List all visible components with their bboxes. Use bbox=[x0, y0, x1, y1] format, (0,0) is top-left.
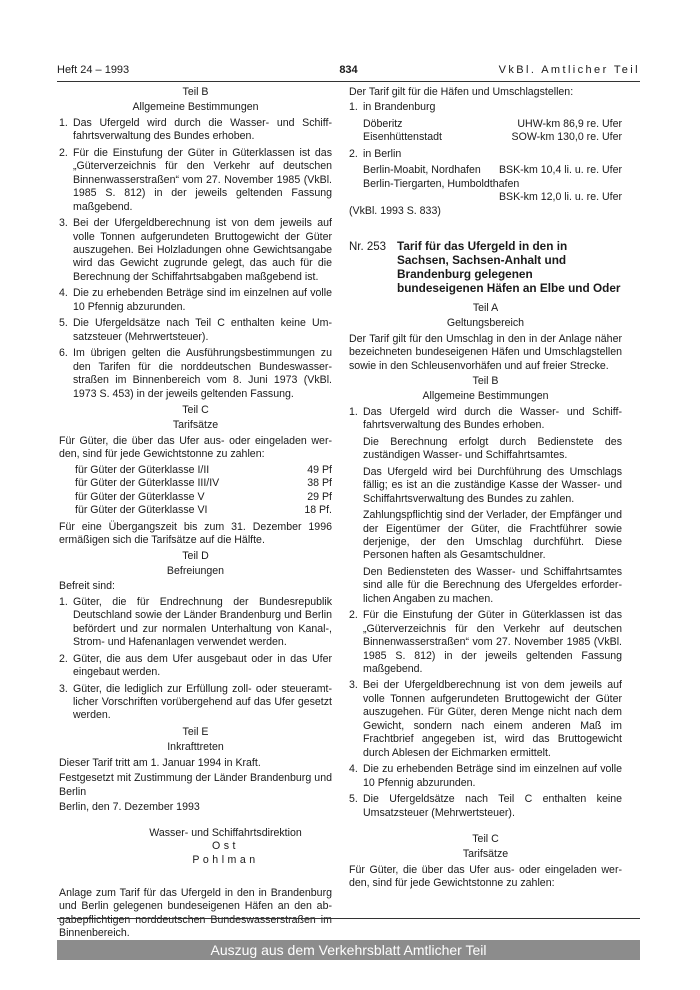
section-subheading: Geltungsbereich bbox=[446, 317, 525, 330]
section-subheading: Befreiungen bbox=[166, 564, 225, 577]
announcement-heading: Tarif für das Ufergeld in den in Sachsen, Sachsen-Anhalt und Brandenburg gelegenen bundeseigenen Häfen an Elbe und Oder bbox=[397, 239, 621, 295]
list-item: 4. Die zu erhebenden Beträge sind im einzelnen auf volle 10 Pfennig abzurunden. bbox=[349, 763, 622, 789]
section-heading: Teil C bbox=[472, 833, 499, 846]
footer-divider bbox=[57, 918, 640, 919]
list-item: 1. Das Ufergeld wird durch die Wasser- und Schifffahrtsverwaltung des Bundes erhoben. bbox=[349, 405, 622, 432]
location-place: Berlin-Tiergarten, Humboldthafen bbox=[363, 177, 520, 190]
list-item: 6. Im übrigen gelten die Ausführungsbestimmungen zu den Tarifen für die norddeutschen Bundeswasserstraßen im Binnenbereich vom 8. Juni 1973 (VkBl. 1973 S. 453) in der jeweils geltenden Fassung. bbox=[59, 347, 332, 400]
page-number: 834 bbox=[339, 64, 358, 76]
page-header bbox=[57, 64, 640, 80]
list-subparagraph: Den Bediensteten des Wasser- und Schiffahrtsamtes sind alle für die Berechnung des Ufergeldes erforderlichen Angaben zu machen. bbox=[363, 565, 622, 605]
section-subheading: Tarifsätze bbox=[172, 419, 219, 432]
list-item: 2. Für die Einstufung der Güter in Güterklassen ist das „Güterverzeichnis für den Verkehr auf deutschen Binnenwasserstraßen“ vom 27. November 1985 (VkBl. 1985 S. 812) in der jeweils geltenden Fassung maßgebend. bbox=[59, 146, 332, 213]
paragraph: Dieser Tarif tritt am 1. Januar 1994 in Kraft. bbox=[59, 756, 261, 769]
section-heading: Teil E bbox=[182, 725, 209, 738]
paragraph: Für eine Übergangszeit bis zum 31. Dezember 1996 ermäßigen sich die Tarifsätze auf die Hälfte. bbox=[59, 520, 332, 547]
numbered-list bbox=[59, 117, 332, 401]
location-km: BSK-km 12,0 li. u. re. Ufer bbox=[498, 191, 622, 204]
section-subheading: Allgemeine Bestimmungen bbox=[422, 390, 549, 403]
section-heading: Teil D bbox=[182, 549, 209, 562]
list-item: 2. Für die Einstufung der Güter in Güterklassen ist das „Güterverzeichnis für den Verkehr auf deutschen Binnenwasserstraßen“ vom 27. November 1985 (VkBl. 1985 S. 812) in der jeweils geltenden Fassung maßgebend. bbox=[349, 609, 622, 676]
paragraph: Der Tarif gilt für die Häfen und Umschlagstellen: bbox=[349, 86, 574, 98]
list-subparagraph: Zahlungspflichtig sind der Verlader, der Empfänger und der Eigentümer der Güter, die Frachtführer sowie derjenige, der den Umschlag durchführt. Diese Personen haften als Gesamtschuldner. bbox=[363, 509, 622, 562]
paragraph: Berlin, den 7. Dezember 1993 bbox=[59, 801, 200, 814]
section-subheading: Tarifsätze bbox=[462, 848, 509, 861]
header-divider bbox=[57, 81, 640, 82]
list-item: 1. Güter, die für Endrechnung der Bundesrepublik Deutschland sowie der Länder Brandenburg und Berlin befördert und zur normalen Unterhaltung von Kanal-, Strom- und Hafenanlagen verwendet werden. bbox=[59, 595, 332, 649]
rate-row: für Güter der Güterklasse III/IV 38 Pf bbox=[75, 477, 332, 490]
location-row: Berlin-Moabit, Nordhafen BSK-km 10,4 li. u. re. Ufer bbox=[363, 164, 622, 177]
paragraph: Der Tarif gilt für den Umschlag in den in der Anlage näher bezeichneten bundeseigenen Häfen und Umschlagstellen sowie in den Schleusenvorhäfen und auf freier Strecke. bbox=[349, 332, 622, 372]
rate-row: für Güter der Güterklasse VI 18 Pf. bbox=[75, 504, 332, 517]
list-item: 2. Güter, die aus dem Ufer ausgebaut oder in das Ufer eingebaut werden. bbox=[59, 652, 332, 679]
paragraph: Festgesetzt mit Zustimmung der Länder Brandenburg und Berlin bbox=[59, 772, 332, 798]
section-heading: Teil C bbox=[182, 403, 209, 416]
list-item: 3. Bei der Ufergeldberechnung ist von dem jeweils auf volle Tonnen aufgerundeten Bruttogewicht der Güter auszugehen. Für Güter, deren Menge nicht nach dem Gewicht, sondern nach einem anderen Maß im Frachtbrief angegeben ist, wird das Bruttogewicht durch Ablesen der Eichmarken ermittelt. bbox=[349, 679, 622, 759]
list-item: 3. Güter, die lediglich zur Erfüllung zoll- oder steueramtlicher Vorschriften vorübergehend auf das Ufer gesetzt werden. bbox=[59, 682, 332, 722]
section-heading: Teil B bbox=[472, 374, 499, 387]
paragraph: Für Güter, die über das Ufer aus- oder eingeladen werden, sind für jede Gewichtstonne zu zahlen: bbox=[349, 863, 622, 890]
list-item: 5. Die Ufergeldsätze nach Teil C enthalten keine Umsatzsteuer (Mehrwertsteuer). bbox=[59, 317, 332, 343]
paragraph: Befreit sind: bbox=[59, 580, 115, 593]
reference: (VkBl. 1993 S. 833) bbox=[349, 204, 441, 217]
list-subparagraph: Das Ufergeld wird bei Durchführung des Umschlags fällig; es ist an die zuständige Kasse der Wasser- und Schiffahrtsverwaltung des Bundes zu zahlen. bbox=[363, 465, 622, 505]
section-heading: Teil B bbox=[182, 86, 209, 98]
numbered-list bbox=[349, 406, 622, 820]
list-item: 5. Die Ufergeldsätze nach Teil C enthalten keine Umsatzsteuer (Mehrwertsteuer). bbox=[349, 793, 622, 819]
announcement-number: Nr. 253 bbox=[349, 241, 387, 254]
announcement-title bbox=[349, 240, 622, 296]
list-item: 1. in Brandenburg bbox=[349, 101, 436, 114]
section-heading: Teil A bbox=[472, 301, 499, 314]
location-row: Eisenhüttenstadt SOW-km 130,0 re. Ufer bbox=[363, 131, 622, 144]
list-item: 3. Bei der Ufergeldberechnung ist von dem jeweils auf volle Tonnen aufgerundeten Bruttogewicht der Güter auszugehen. Bei Holzladungen ohne Gewichtsangabe wird das Gewicht zugrunde gelegt, das auch für die Berechnung der Schiffahrtsabgaben maßgebend ist. bbox=[59, 217, 332, 283]
location-row: Döberitz UHW-km 86,9 re. Ufer bbox=[363, 117, 622, 130]
rate-row: für Güter der Güterklasse V 29 Pf bbox=[75, 490, 332, 503]
right-column bbox=[349, 86, 622, 893]
section-subheading: Inkrafttreten bbox=[167, 741, 224, 754]
signature-region: Ost bbox=[212, 840, 239, 853]
paragraph: Für Güter, die über das Ufer aus- oder eingeladen werden, sind für jede Gewichtstonne zu zahlen: bbox=[59, 434, 332, 461]
rate-row: für Güter der Güterklasse I/II 49 Pf bbox=[75, 463, 332, 476]
signature-authority: Wasser- und Schiffahrtsdirektion bbox=[149, 826, 302, 839]
publication-section: VkBl. Amtlicher Teil bbox=[498, 64, 640, 76]
signature-name: Pohlman bbox=[192, 853, 259, 866]
section-subheading: Allgemeine Bestimmungen bbox=[132, 101, 259, 114]
signature-block bbox=[119, 827, 332, 867]
list-item: 1. Das Ufergeld wird durch die Wasser- und Schifffahrtsverwaltung des Bundes erhoben. bbox=[59, 116, 332, 143]
list-item: 4. Die zu erhebenden Beträge sind im einzelnen auf volle 10 Pfennig abzurunden. bbox=[59, 287, 332, 313]
list-subparagraph: Die Berechnung erfolgt durch Bedienstete des zuständigen Wasser- und Schiffahrtsamtes. bbox=[363, 435, 622, 462]
rate-table bbox=[75, 464, 332, 518]
list-item: 2. in Berlin bbox=[349, 147, 402, 160]
numbered-list bbox=[59, 596, 332, 723]
issue-label: Heft 24 – 1993 bbox=[57, 64, 130, 76]
left-column bbox=[59, 86, 332, 943]
annex-title: Anlage zum Tarif für das Ufergeld in den in Brandenburg und Berlin gelegenen bundeseigenen Häfen an den abgabepflichtigen norddeutschen Bundeswasserstraßen im Binnenbereich. bbox=[59, 887, 332, 940]
footer-band: Auszug aus dem Verkehrsblatt Amtlicher Teil bbox=[57, 940, 640, 960]
